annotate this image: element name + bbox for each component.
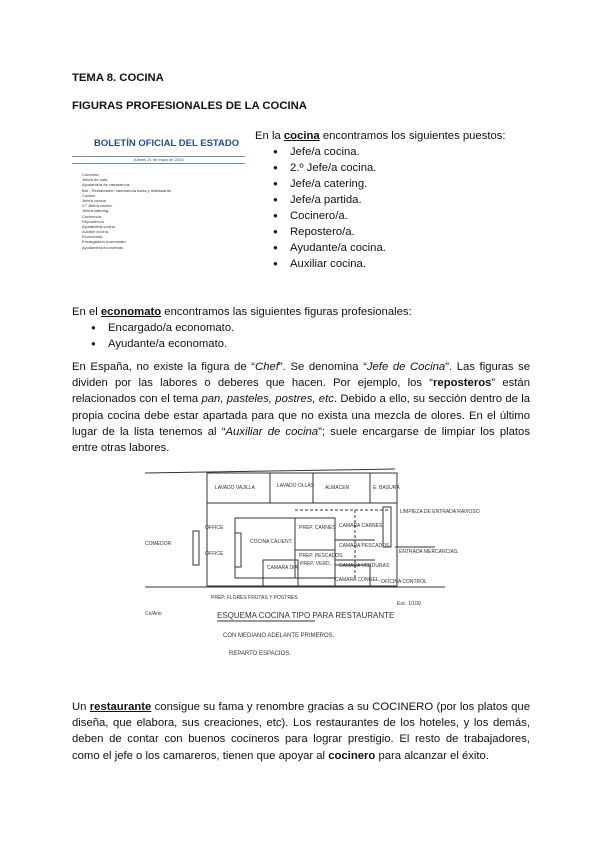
diagram-label: LAVADO VAJILLA xyxy=(215,485,256,491)
list-item: ● Jefe/a catering. xyxy=(290,176,386,192)
text: En el xyxy=(72,306,101,318)
boe-line: Auxiliar cocina. xyxy=(82,229,109,235)
text: ” están relacionados con el tema xyxy=(72,377,530,406)
text: Auxiliar de cocina xyxy=(225,425,319,438)
boe-excerpt-image xyxy=(72,128,245,290)
diagram-label: OFICINA CONTROL xyxy=(381,579,427,585)
kitchen-layout-sketch xyxy=(145,465,480,670)
boe-line: Jefe/a de sala. xyxy=(82,177,109,183)
boe-line: Encargado/a economato. xyxy=(82,239,127,245)
diagram-label: ALMACEN xyxy=(325,485,350,491)
text: pan, pasteles, postres, etc xyxy=(201,393,334,406)
list-item: ● Repostero/a. xyxy=(290,224,386,240)
boe-line: Cocinero/a. xyxy=(82,213,103,219)
text: Un xyxy=(72,701,90,713)
boe-header: BOLETÍN OFICIAL DEL ESTADO xyxy=(94,138,240,149)
text: . Debido a ello, su sección dentro de la propia cocina debe estar apartada para que no exista una mezcla de olores. En el último lugar de la lista tenemos al “ xyxy=(72,393,531,438)
list-item: ● 2.º Jefe/a cocina. xyxy=(290,160,386,176)
text: para alcanzar el éxito. xyxy=(375,749,489,762)
boe-line: Ayudante/a economato. xyxy=(82,244,125,250)
boe-line: Cocina: xyxy=(82,192,96,198)
keyword-economato: economato xyxy=(100,306,162,318)
diagram-label: PREP. FLORES FRUTAS Y POSTRES xyxy=(211,595,298,601)
text: ”. Las figuras se dividen por las labores o deberes que hacen. Por ejemplo, los “ xyxy=(72,361,531,390)
diagram-label: CAMARA DIA xyxy=(267,565,298,571)
diagram-label: Cn/Ano xyxy=(145,611,162,617)
diagram-caption: CON MEDIANO ADELANTE PRIMEROS. xyxy=(223,633,335,639)
page-title: TEMA 8. COCINA xyxy=(72,72,164,84)
diagram-label: CAMARA CONGEL. xyxy=(335,577,381,583)
paragraph-restaurante xyxy=(72,699,530,764)
diagram-caption: REPARTO ESPACIOS. xyxy=(229,651,291,657)
keyword-cocina: cocina xyxy=(283,130,320,142)
boe-line: Comedor: xyxy=(82,172,100,177)
boe-line: Repostero/a. xyxy=(82,218,105,224)
diagram-label: PREP. CARNES xyxy=(299,525,336,531)
boe-line: Bar - Restaurante: camarero/a barra y restaurante. xyxy=(82,187,173,193)
text: encontramos las siguientes figuras profesionales: xyxy=(161,306,412,318)
text: reposteros xyxy=(433,377,492,390)
diagram-label: E. BASURA xyxy=(373,485,400,491)
economato-list xyxy=(108,320,234,352)
text: consigue su fama y renombre gracias a su COCINERO (por los platos que diseña, que elabora, sus creaciones, etc). Los restaurantes de los hoteles, y los demás, deben de contar con buenos cocineros para lograr prestigio. El resto de trabajadores, como el jefe o los camareros, tienen que apoyar al xyxy=(72,701,530,762)
boe-line: Jefe/a catering. xyxy=(82,208,110,214)
list-item: ● Ayudante/a cocina. xyxy=(290,240,386,256)
diagram-label: LIMPIEZA DE ENTRADA RAVIOSO xyxy=(400,509,480,515)
diagram-label: OFFICE xyxy=(205,551,224,557)
list-item: ● Auxiliar cocina. xyxy=(290,256,386,272)
economato-intro xyxy=(72,306,412,318)
diagram-label: PREP. VERD. xyxy=(300,561,332,567)
boe-line: Jefe/a cocina. xyxy=(82,197,107,203)
diagram-label: CAMARA CARNES xyxy=(339,523,383,529)
text: En España, no existe la figura de “ xyxy=(72,361,256,373)
diagram-label: PREP. PESCADOS xyxy=(299,553,343,559)
text: Chef xyxy=(255,361,279,373)
boe-line: Economato: xyxy=(82,234,104,240)
text: cocinero xyxy=(328,749,376,762)
list-item: ● Jefe/a cocina. xyxy=(290,144,386,160)
list-item: ● Encargado/a economato. xyxy=(108,320,234,336)
paragraph-chef xyxy=(72,359,530,456)
diagram-caption: ESQUEMA COCINA TIPO PARA RESTAURANTE xyxy=(217,611,395,620)
section-heading: FIGURAS PROFESIONALES DE LA COCINA xyxy=(72,100,307,112)
list-item: ● Jefe/a partida. xyxy=(290,192,386,208)
diagram-label: OFFICE xyxy=(205,525,224,531)
text: ”. Se denomina “ xyxy=(278,361,367,373)
keyword-restaurante: restaurante xyxy=(89,701,152,713)
diagram-label: ENTRADA MERCANCIAS. xyxy=(399,549,459,555)
text: encontramos los siguientes puestos: xyxy=(319,130,506,142)
diagram-label: COMEDOR xyxy=(145,541,172,547)
boe-line: 2.º Jefe/a cocina. xyxy=(82,203,113,209)
diagram-label: COCINA CALIENT. xyxy=(250,539,293,545)
diagram-label: Esc. 1/100 xyxy=(397,601,421,607)
boe-line: Ayudante/a de camarero/a. xyxy=(82,182,131,188)
text: ”; suele encargarse de limpiar los platos entre otras labores. xyxy=(72,425,530,455)
diagram-label: CAMARA PESCADOS xyxy=(339,543,390,549)
text: En la xyxy=(255,130,284,142)
diagram-label: LAVADO OLLAS xyxy=(277,483,315,489)
diagram-label: CAMARA VERDURAS xyxy=(339,563,390,569)
list-item: ● Ayudante/a economato. xyxy=(108,336,234,352)
text: Jefe de Cocina xyxy=(366,361,446,373)
boe-date: Jueves 21 de mayo de 2015 xyxy=(72,156,245,164)
boe-lines xyxy=(82,172,172,250)
list-item: ● Cocinero/a. xyxy=(290,208,386,224)
cocina-intro xyxy=(255,130,506,142)
cocina-list xyxy=(290,144,386,272)
boe-line: Ayudante/a cocina. xyxy=(82,223,116,229)
